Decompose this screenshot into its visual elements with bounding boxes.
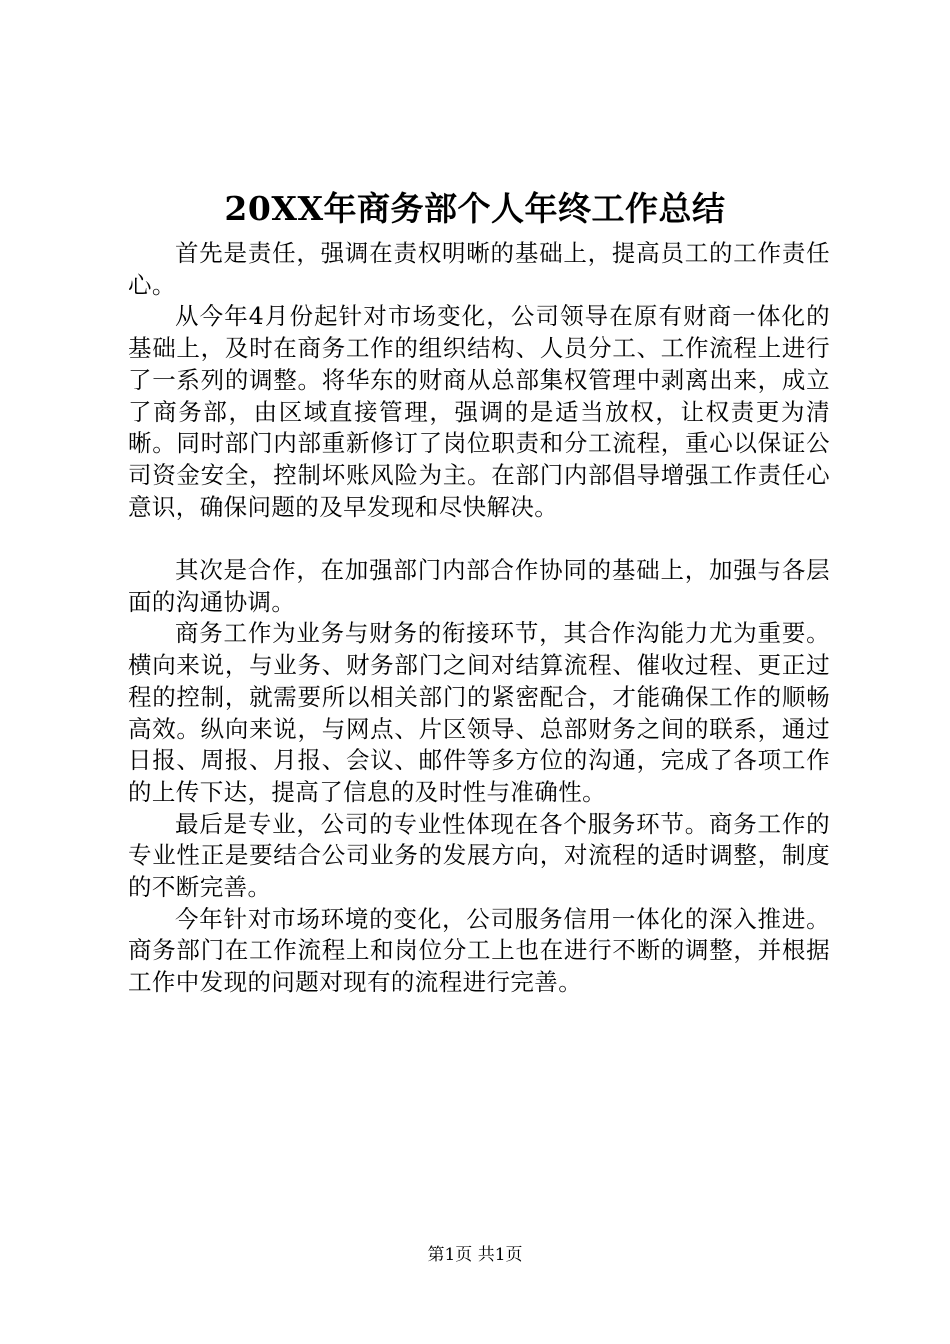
paragraph-responsibility-intro: 首先是责任，强调在责权明晰的基础上，提高员工的工作责任心。 [128,239,830,299]
page-footer: 第1页 共1页 [427,1245,523,1265]
page-title: 20XX年商务部个人年终工作总结 [224,189,726,228]
paragraph-cooperation-intro: 其次是合作，在加强部门内部合作协同的基础上，加强与各层面的沟通协调。 [128,556,830,616]
paragraph-cooperation-detail: 商务工作为业务与财务的衔接环节，其合作沟能力尤为重要。横向来说，与业务、财务部门之间对结算流程、催收过程、更正过程的控制，就需要所以相关部门的紧密配合，才能确保工作的顺畅高效。纵向来说，与网点、片区领导、总部财务之间的联系，通过日报、周报、月报、会议、邮件等多方位的沟通，完成了各项工作的上传下达，提高了信息的及时性与准确性。 [128,619,830,806]
paragraph-this-year: 今年针对市场环境的变化，公司服务信用一体化的深入推进。商务部门在工作流程上和岗位分工上也在进行不断的调整，并根据工作中发现的问题对现有的流程进行完善。 [128,904,830,997]
document-body [128,238,830,999]
paragraph-responsibility-detail: 从今年4月份起针对市场变化，公司领导在原有财商一体化的基础上，及时在商务工作的组织结构、人员分工、工作流程上进行了一系列的调整。将华东的财商从总部集权管理中剥离出来，成立了商务部，由区域直接管理，强调的是适当放权，让权责更为清晰。同时部门内部重新修订了岗位职责和分工流程，重心以保证公司资金安全，控制坏账风险为主。在部门内部倡导增强工作责任心意识，确保问题的及早发现和尽快解决。 [128,302,830,521]
paragraph-professional: 最后是专业，公司的专业性体现在各个服务环节。商务工作的专业性正是要结合公司业务的发展方向，对流程的适时调整，制度的不断完善。 [128,809,830,902]
